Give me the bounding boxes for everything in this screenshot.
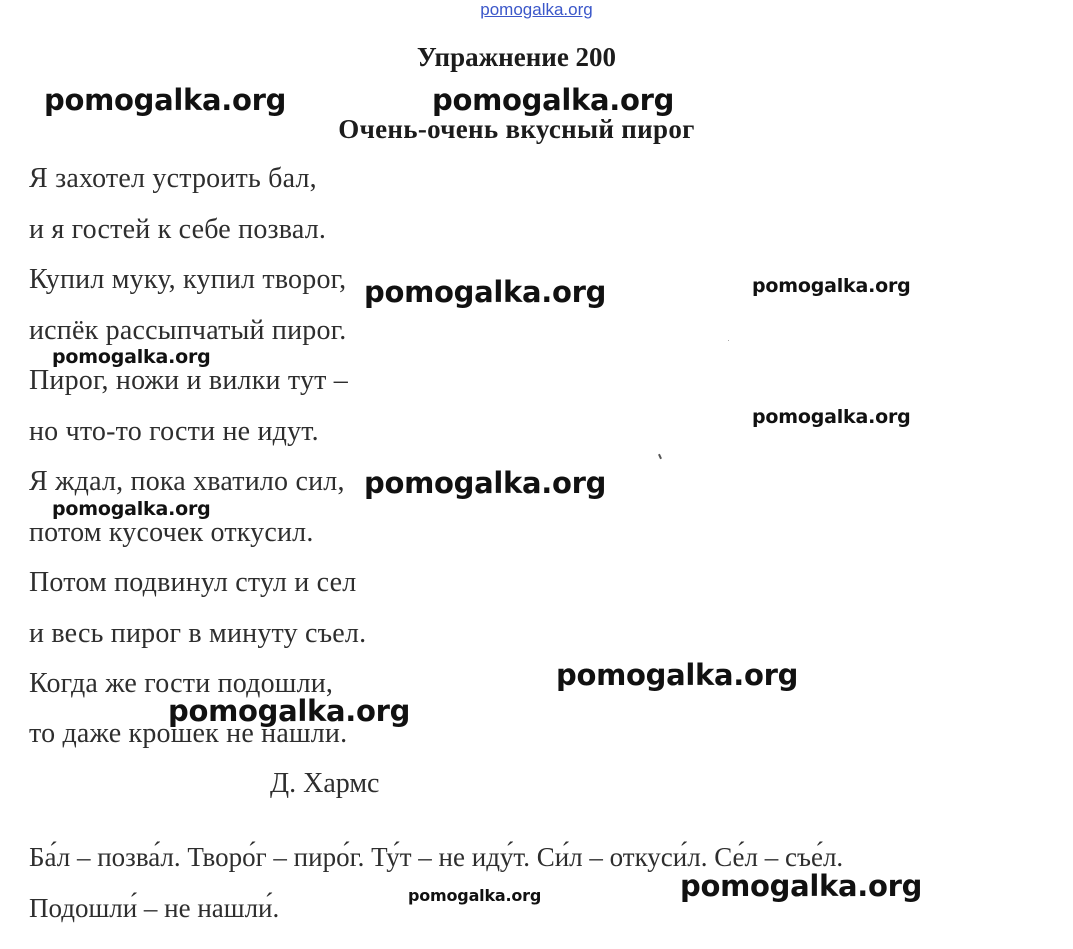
poem-line: Пирог, ножи и вилки тут – — [29, 365, 349, 396]
author: Д. Хармс — [270, 768, 380, 799]
poem-line: и я гостей к себе позвал. — [29, 214, 327, 245]
scan-speck — [728, 340, 729, 341]
watermark: pomogalka.org — [52, 346, 211, 368]
watermark: pomogalka.org — [752, 406, 911, 428]
poem-line: то даже крошек не нашли. — [29, 718, 348, 749]
poem-line: Купил муку, купил творог, — [29, 264, 347, 295]
poem-line: потом кусочек откусил. — [29, 517, 314, 548]
site-link[interactable]: pomogalka.org — [480, 0, 593, 19]
watermark: pomogalka.org — [680, 869, 923, 903]
answer-line-1: Ба́л – позва́л. Творо́г – пиро́г. Ту́т – не иду́т. Си́л – откуси́л. Се́л – съе́л. — [29, 842, 844, 872]
watermark: pomogalka.org — [52, 498, 211, 520]
watermark: pomogalka.org — [556, 658, 799, 692]
watermark: pomogalka.org — [364, 466, 607, 500]
watermark: pomogalka.org — [44, 83, 287, 117]
poem-title: Очень-очень вкусный пирог — [338, 114, 695, 144]
exercise-title: Упражнение 200 — [416, 42, 617, 72]
watermark: pomogalka.org — [364, 275, 607, 309]
answer-line-2: Подошли́ – не нашли́. — [29, 893, 280, 923]
poem-line: испёк рассыпчатый пирог. — [29, 315, 347, 346]
poem-line: Когда же гости подошли, — [29, 668, 334, 699]
poem-line: Я ждал, пока хватило сил, — [29, 466, 345, 497]
poem-line: и весь пирог в минуту съел. — [29, 618, 367, 649]
poem-line: Потом подвинул стул и сел — [29, 567, 357, 598]
watermark: pomogalka.org — [408, 886, 542, 905]
watermark: pomogalka.org — [168, 694, 411, 728]
watermark: pomogalka.org — [752, 275, 911, 297]
poem-line: Я захотел устроить бал, — [29, 163, 317, 194]
watermark: pomogalka.org — [432, 83, 675, 117]
scan-speck — [658, 454, 662, 459]
poem-line: но что-то гости не идут. — [29, 416, 319, 447]
